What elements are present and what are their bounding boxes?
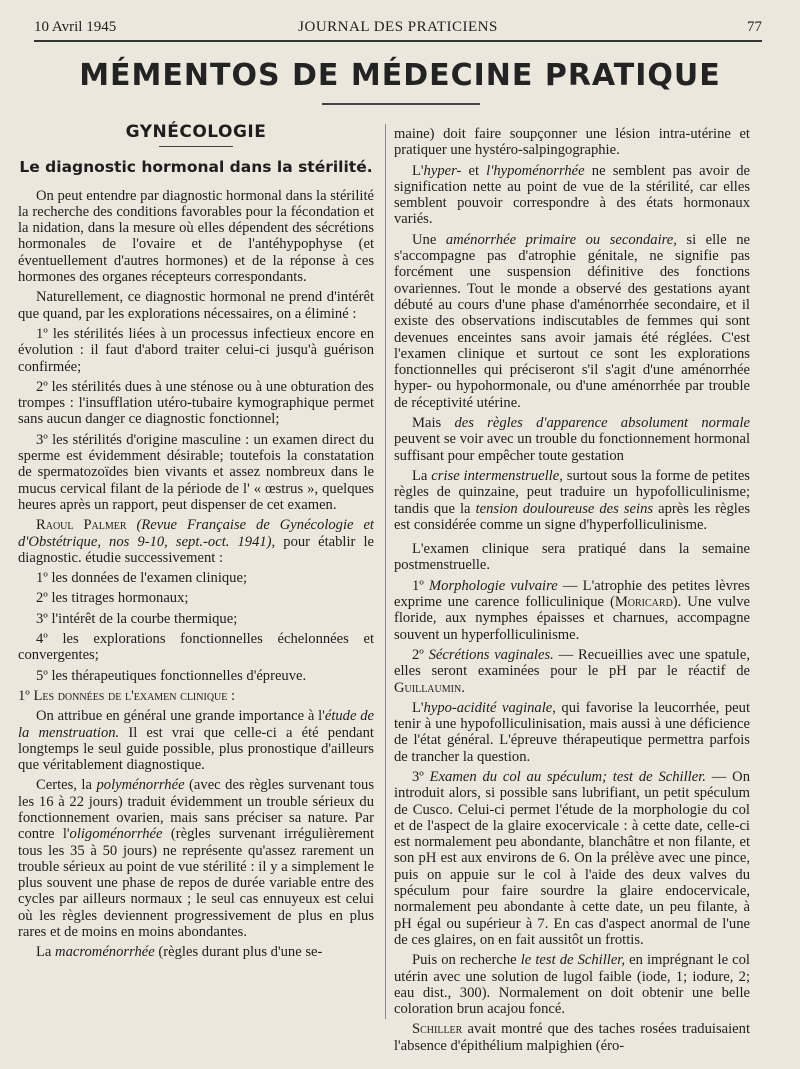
header-date: 10 Avril 1945: [34, 19, 117, 35]
author-name: Raoul Palmer: [36, 517, 127, 534]
list-item: 2º les titrages hormonaux;: [36, 590, 189, 607]
column-divider: [385, 124, 386, 1019]
list-item: 3º l'intérêt de la courbe thermique;: [36, 610, 238, 627]
paragraph: On peut entendre par diagnostic hormonal dans la stérilité la recherche des conditions favorables pour la fécondation et la nidation, dans la mesure où elles dépendent des sécrétions hormonales de l'ovaire et de l'antéhypophyse (et éventuellement d'autres hormones) et de la réponse à ces hormones des organes récepteurs correspondants.: [18, 187, 374, 286]
citation: (Revue Française de Gynécologie et d'Obstétrique, nos 9-10, sept.-oct. 1941): [18, 517, 374, 550]
paragraph: 1º Morphologie vulvaire — L'atrophie des petites lèvres exprime une carence folliculinique (Moricard). Une vulve floride, aux nymphes épaisses et charnues, accompagne souvent un hyperfolliculinisme.: [394, 577, 750, 643]
right-column: [394, 126, 750, 1058]
left-column: [18, 120, 374, 965]
article-title: Le diagnostic hormonal dans la stérilité.: [19, 158, 373, 177]
paragraph: L'hypo-acidité vaginale, qui favorise la leucorrhée, peut tenir à une hypofolliculinisation, mais aussi à une déficience de l'état général. L'épreuve thérapeutique permettra parfois de trancher la question.: [394, 699, 751, 765]
paragraph: Mais des règles d'apparence absolument normale peuvent se voir avec un trouble du fonctionnement hormonal suffisant pour empêcher toute gestation: [394, 415, 750, 464]
list-item: 4º les explorations fonctionnelles échelonnées et convergentes;: [18, 631, 374, 664]
list-item: 3º les stérilités d'origine masculine : un examen direct du sperme est évidemment désirable; toutefois la constatation de spermatozoïdes bien vivants et assez nombreux dans le mucus cervical filant de la période de l' « œstrus », quelques heures après un rapport, peut dispenser de cet examen.: [18, 431, 374, 513]
paragraph: Naturellement, ce diagnostic hormonal ne prend d'intérêt que quand, par les explorations nécessaires, on a éliminé :: [18, 289, 374, 322]
subsection-heading: 1º Les données de l'examen clinique :: [18, 687, 236, 704]
paragraph: On attribue en général une grande importance à l'étude de la menstruation. Il est vrai que celle-ci a été pendant longtemps le seul guide possible, plus pronostique d'ailleurs que véritablement diagnostique.: [18, 708, 374, 774]
page-number: 77: [747, 19, 762, 35]
paragraph: L'examen clinique sera pratiqué dans la semaine postmenstruelle.: [394, 541, 750, 574]
journal-name: JOURNAL DES PRATICIENS: [298, 19, 498, 35]
page-header: [34, 16, 762, 42]
list-item: 2º les stérilités dues à une sténose ou à une obturation des trompes : l'insufflation utéro-tubaire kymographique permet sans aucun danger ce diagnostic fonctionnel;: [18, 378, 374, 428]
paragraph: 3º Examen du col au spéculum; test de Schiller. — On introduit alors, si possible sans lubrifiant, un petit spéculum de Cusco. Celui-ci permet l'étude de la morphologie du col et de l'aspect de la glaire exocervicale : à cette date, celle-ci est normalement peu abondante, blanchâtre et non filante, et son pH est aux environs de 6. On la prélève avec une pince, puis on appuie sur le col à l'aide des deux valves du spéculum pour faire sourdre la glaire endocervicale, normalement peu abondante à cette date, un peu filante, à pH égal ou supérieur à 7. En cas d'aspect anormal de l'une de ces glaires, on en fait aussitôt un frottis.: [394, 768, 750, 948]
section-divider: [159, 146, 233, 147]
list-item: 1º les stérilités liées à un processus infectieux encore en évolution : il faut d'abord traiter celui-ci jusqu'à guérison confirmée;: [18, 325, 374, 375]
paragraph: Puis on recherche le test de Schiller, en imprégnant le col utérin avec une solution de lugol faible (iode, 1; iodure, 2; eau dist., 300). Normalement on doit obtenir une belle coloration brun acajou foncé.: [394, 952, 750, 1018]
paragraph: La macroménorrhée (règles durant plus d'une se-: [36, 944, 323, 961]
paragraph: 2º Sécrétions vaginales. — Recueillies avec une spatule, elles seront examinées pour le pH par le réactif de Guillaumin.: [394, 646, 750, 696]
paragraph: Raoul Palmer (Revue Française de Gynécologie et d'Obstétrique, nos 9-10, sept.-oct. 1941), pour établir le diagnostic. étudie successivement :: [18, 517, 374, 566]
paragraph: La crise intermenstruelle, surtout sous la forme de petites règles de quinzaine, peut traduire un hypofolliculinisme; tandis que la tension douloureuse des seins après les règles est considérée comme un signe d'hyperfolliculinisme.: [394, 467, 750, 533]
list-item: 1º les données de l'examen clinique;: [36, 570, 247, 587]
section-heading: GYNÉCOLOGIE: [125, 122, 267, 142]
page-title: MÉMENTOS DE MÉDECINE PRATIQUE: [79, 58, 721, 93]
paragraph: L'hyper- et l'hypoménorrhée ne semblent pas avoir de signification nette au point de vue de la stérilité, car elles semblent pouvoir correspondre à des états hormonaux variés.: [394, 162, 750, 228]
paragraph: Une aménorrhée primaire ou secondaire, si elle ne s'accompagne pas d'atrophie génitale, ne signifie pas forcément une suspension définitive des fonctions ovariennes. Tout le monde a observé des gestations ayant débuté au cours d'une phase d'aménorrhée secondaire, et il existe des observations indiscutables de femmes qui sont devenues enceintes sans avoir jamais été réglées. C'est l'examen clinique et surtout ce sont les explorations fonctionnelles qui préciseront s'il s'agit d'une aménorrhée hyper- ou hypohormonale, ou d'une aménorrhée par trouble de réceptivité utérine.: [394, 231, 750, 411]
list-item: 5º les thérapeutiques fonctionnelles d'épreuve.: [36, 667, 307, 684]
paragraph: Schiller avait montré que des taches rosées traduisaient l'absence d'épithélium malpighien (éro-: [394, 1021, 750, 1054]
paragraph: maine) doit faire soupçonner une lésion intra-utérine et pratiquer une hystéro-salpingographie.: [394, 126, 750, 159]
title-divider: [322, 103, 480, 105]
paragraph: Certes, la polyménorrhée (avec des règles survenant tous les 16 à 22 jours) traduit évidemment un trouble sérieux du fonctionnement ovarien, mais sans préciser sa nature. Par contre l'oligoménorrhée (règles survenant irrégulièrement tous les 35 à 50 jours) ne représente qu'assez rarement un trouble sérieux au point de vue stérilité : il y a simplement le plus souvent une phase de repos de durée variable entre des cycles par ailleurs normaux ; le seul cas ennuyeux est celui où les règles deviennent progressivement de plus en plus rares et de moins en moins abondantes.: [18, 777, 375, 941]
